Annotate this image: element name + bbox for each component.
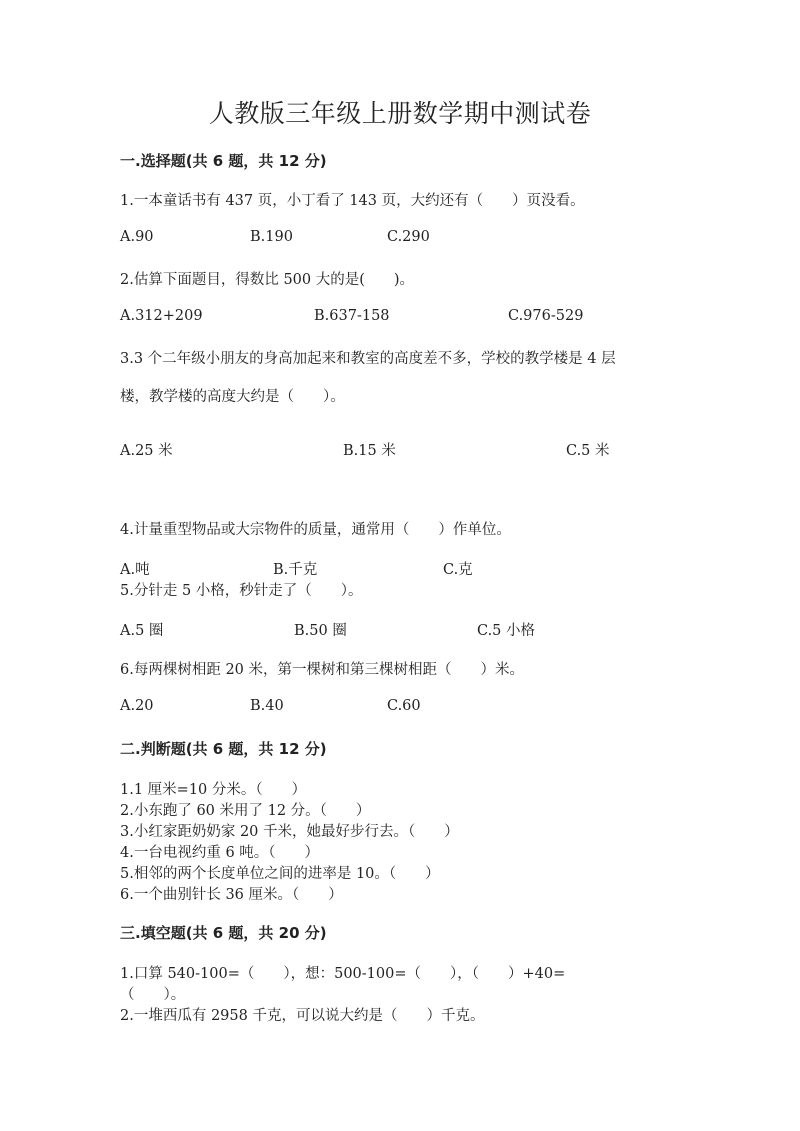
option-a: A.312+209 bbox=[120, 308, 203, 324]
option-a: A.20 bbox=[120, 698, 154, 714]
judgement-item: 5.相邻的两个长度单位之间的进率是 10。（ ） bbox=[120, 866, 440, 882]
question-text: 4.计量重型物品或大宗物件的质量，通常用（ ）作单位。 bbox=[120, 522, 511, 538]
option-c: C.克 bbox=[443, 562, 473, 578]
judgement-item: 1.1 厘米=10 分米。（ ） bbox=[120, 782, 307, 798]
judgement-item: 6.一个曲别针长 36 厘米。（ ） bbox=[120, 887, 343, 903]
judgement-item: 2.小东跑了 60 米用了 12 分。（ ） bbox=[120, 803, 371, 819]
judgement-item: 4.一台电视约重 6 吨。（ ） bbox=[120, 845, 320, 861]
section-heading-fill: 三.填空题(共 6 题，共 20 分) bbox=[120, 924, 327, 942]
judgement-item: 3.小红家距奶奶家 20 千米，她最好步行去。（ ） bbox=[120, 824, 459, 840]
question-text: 5.分针走 5 小格，秒针走了（ ）。 bbox=[120, 583, 363, 599]
section-heading-choice: 一.选择题(共 6 题，共 12 分) bbox=[120, 152, 327, 170]
fill-question: 2.一堆西瓜有 2958 千克，可以说大约是（ ）千克。 bbox=[120, 1008, 485, 1024]
option-b: B.50 圈 bbox=[294, 623, 347, 639]
question-text-line1: 3.3 个二年级小朋友的身高加起来和教室的高度差不多，学校的教学楼是 4 层 bbox=[120, 351, 616, 367]
option-a: A.5 圈 bbox=[120, 623, 164, 639]
option-a: A.吨 bbox=[120, 562, 150, 578]
page-title: 人教版三年级上册数学期中测试卷 bbox=[208, 99, 592, 128]
question-text: 6.每两棵树相距 20 米，第一棵树和第三棵树相距（ ）米。 bbox=[120, 662, 525, 678]
fill-question-line1: 1.口算 540-100=（ ），想：500-100=（ ），（ ）+40= bbox=[120, 966, 566, 982]
option-b: B.15 米 bbox=[343, 443, 396, 459]
option-c: C.5 小格 bbox=[477, 623, 536, 639]
option-b: B.千克 bbox=[273, 562, 318, 578]
option-b: B.190 bbox=[250, 229, 293, 245]
question-text-line2: 楼，教学楼的高度大约是（ ）。 bbox=[120, 389, 345, 405]
option-c: C.290 bbox=[387, 229, 430, 245]
option-c: C.5 米 bbox=[566, 443, 610, 459]
question-text: 2.估算下面题目，得数比 500 大的是( )。 bbox=[120, 272, 415, 288]
question-text: 1.一本童话书有 437 页，小丁看了 143 页，大约还有（ ）页没看。 bbox=[120, 193, 585, 209]
option-b: B.40 bbox=[250, 698, 284, 714]
fill-question-line2: （ ）。 bbox=[120, 987, 186, 1003]
option-a: A.90 bbox=[120, 229, 154, 245]
option-c: C.976-529 bbox=[508, 308, 584, 324]
option-a: A.25 米 bbox=[120, 443, 173, 459]
option-c: C.60 bbox=[387, 698, 421, 714]
section-heading-judgement: 二.判断题(共 6 题，共 12 分) bbox=[120, 740, 327, 758]
option-b: B.637-158 bbox=[314, 308, 390, 324]
